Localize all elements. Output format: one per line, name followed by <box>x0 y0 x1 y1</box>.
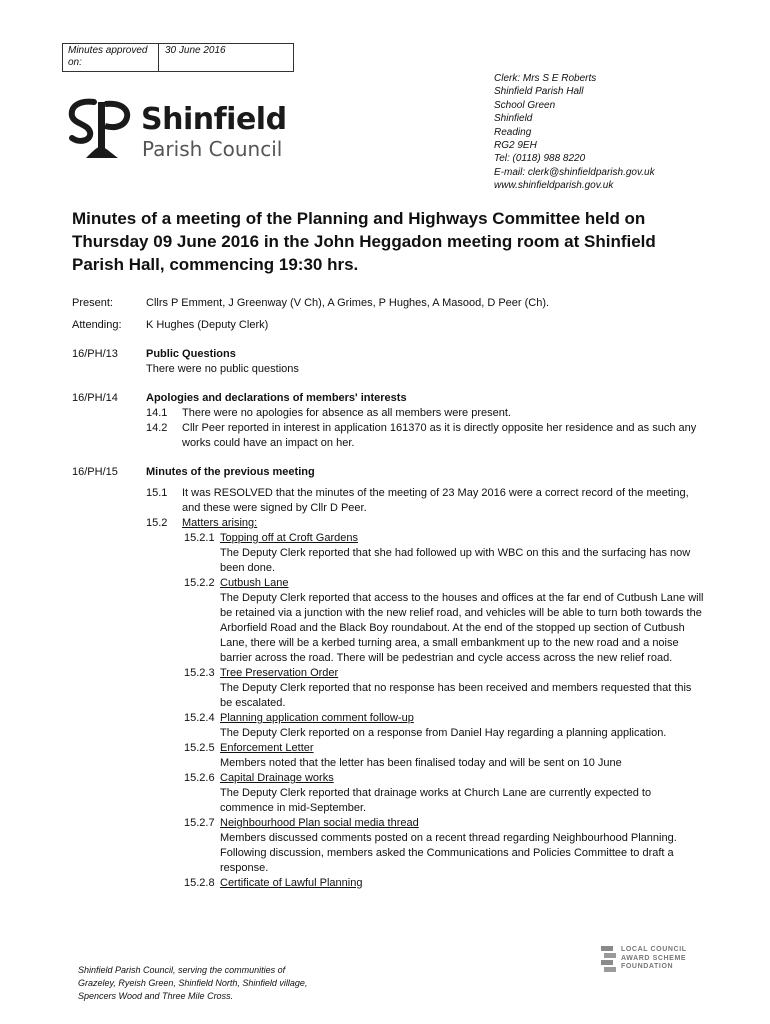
award-logo <box>601 944 711 974</box>
list-item: 15.2 Matters arising: <box>146 517 258 529</box>
address-website[interactable]: www.shinfieldparish.gov.uk <box>494 180 614 192</box>
present-label: Present: <box>72 297 113 309</box>
logo-subtitle: Parish Council <box>142 137 283 161</box>
section-heading: Apologies and declarations of members' interests <box>146 392 407 404</box>
sub-item: 15.2.7 Neighbourhood Plan social media thread Members discussed comments posted on a recent thread regarding Neighbourhood Planning. Following discussion, members asked the Communications and Policies Committee to draft a response. <box>184 817 677 874</box>
attending-label: Attending: <box>72 319 122 331</box>
sub-item: 15.2.8 Certificate of Lawful Planning <box>184 877 363 889</box>
address-line: Tel: (0118) 988 8220 <box>494 153 586 165</box>
sub-item: 15.2.2 Cutbush Lane The Deputy Clerk reported that access to the houses and offices at the far end of Cutbush Lane will be retained via a junction with the new relief road, and vehicles will be able to turn both towards the Arborfield Road and the Black Boy roundabout. At the end of the stopped up section of Cutbush Lane, there will be a kerbed turning area, a small embankment up to the new road and a noise barrier across the road. There will be pedestrian and cycle access across the new relief road. <box>184 577 704 664</box>
award-line: LOCAL COUNCIL <box>621 946 687 953</box>
approved-date: 30 June 2016 <box>165 45 226 56</box>
address-email[interactable]: E-mail: clerk@shinfieldparish.gov.uk <box>494 166 655 178</box>
present-value: Cllrs P Emment, J Greenway (V Ch), A Grimes, P Hughes, A Masood, D Peer (Ch). <box>146 297 550 309</box>
document-title: Minutes of a meeting of the Planning and Highways Committee held on Thursday 09 June 2016 in the John Heggadon meeting room at Shinfield Parish Hall, commencing 19:30 hrs. <box>72 209 656 274</box>
address-line: School Green <box>494 99 556 111</box>
minutes-approved-box <box>62 43 294 72</box>
local-council-award-logo-icon <box>601 946 619 974</box>
logo-name: Shinfield <box>141 102 287 137</box>
address-line: Shinfield <box>494 113 533 125</box>
section-public-questions <box>146 347 706 377</box>
section-text: There were no public questions <box>146 363 299 375</box>
section-previous-minutes <box>146 465 706 891</box>
award-line: FOUNDATION <box>621 963 674 970</box>
sub-item: 15.2.3 Tree Preservation Order The Deputy Clerk reported that no response has been received and members requested that this be escalated. <box>184 667 692 709</box>
attending-value: K Hughes (Deputy Clerk) <box>146 319 269 331</box>
award-line: AWARD SCHEME <box>621 954 687 962</box>
list-item: 15.1 It was RESOLVED that the minutes of the meeting of 23 May 2016 were a correct record of the meeting, and these were signed by Cllr D Peer. <box>146 487 689 514</box>
footer-text: Shinfield Parish Council, serving the communities of Grazeley, Ryeish Green, Shinfield North, Shinfield village, Spencers Wood and Three Mile Cross. <box>78 965 308 1001</box>
address-line: Clerk: Mrs S E Roberts <box>494 73 597 84</box>
address-line: Shinfield Parish Hall <box>494 86 584 98</box>
council-logo <box>66 98 306 164</box>
sub-item: 15.2.1 Topping off at Croft Gardens The Deputy Clerk reported that she had followed up with WBC on this and the surfacing has now been done. <box>184 532 691 574</box>
list-item: 14.1 There were no apologies for absence as all members were present. <box>146 407 511 419</box>
sub-item: 15.2.6 Capital Drainage works The Deputy Clerk reported that drainage works at Church Lane are currently expected to commence in mid-September. <box>184 772 652 814</box>
section-apologies <box>146 391 706 451</box>
list-item: 14.2 Cllr Peer reported in interest in application 161370 as it is directly opposite her residence and as such any works could have an impact on her. <box>146 422 697 449</box>
section-heading: Public Questions <box>146 348 236 360</box>
sub-item: 15.2.4 Planning application comment follow-up The Deputy Clerk reported on a response from Daniel Hay regarding a planning application. <box>184 712 667 739</box>
section-heading: Minutes of the previous meeting <box>146 466 315 478</box>
address-line: RG2 9EH <box>494 140 537 152</box>
address-line: Reading <box>494 126 532 138</box>
clerk-address <box>494 72 655 193</box>
shinfield-sp-tree-logo-icon <box>66 98 136 162</box>
sub-item: 15.2.5 Enforcement Letter Members noted that the letter has been finalised today and will be sent on 10 June <box>184 742 622 769</box>
approved-label: Minutes approved on: <box>63 44 159 71</box>
